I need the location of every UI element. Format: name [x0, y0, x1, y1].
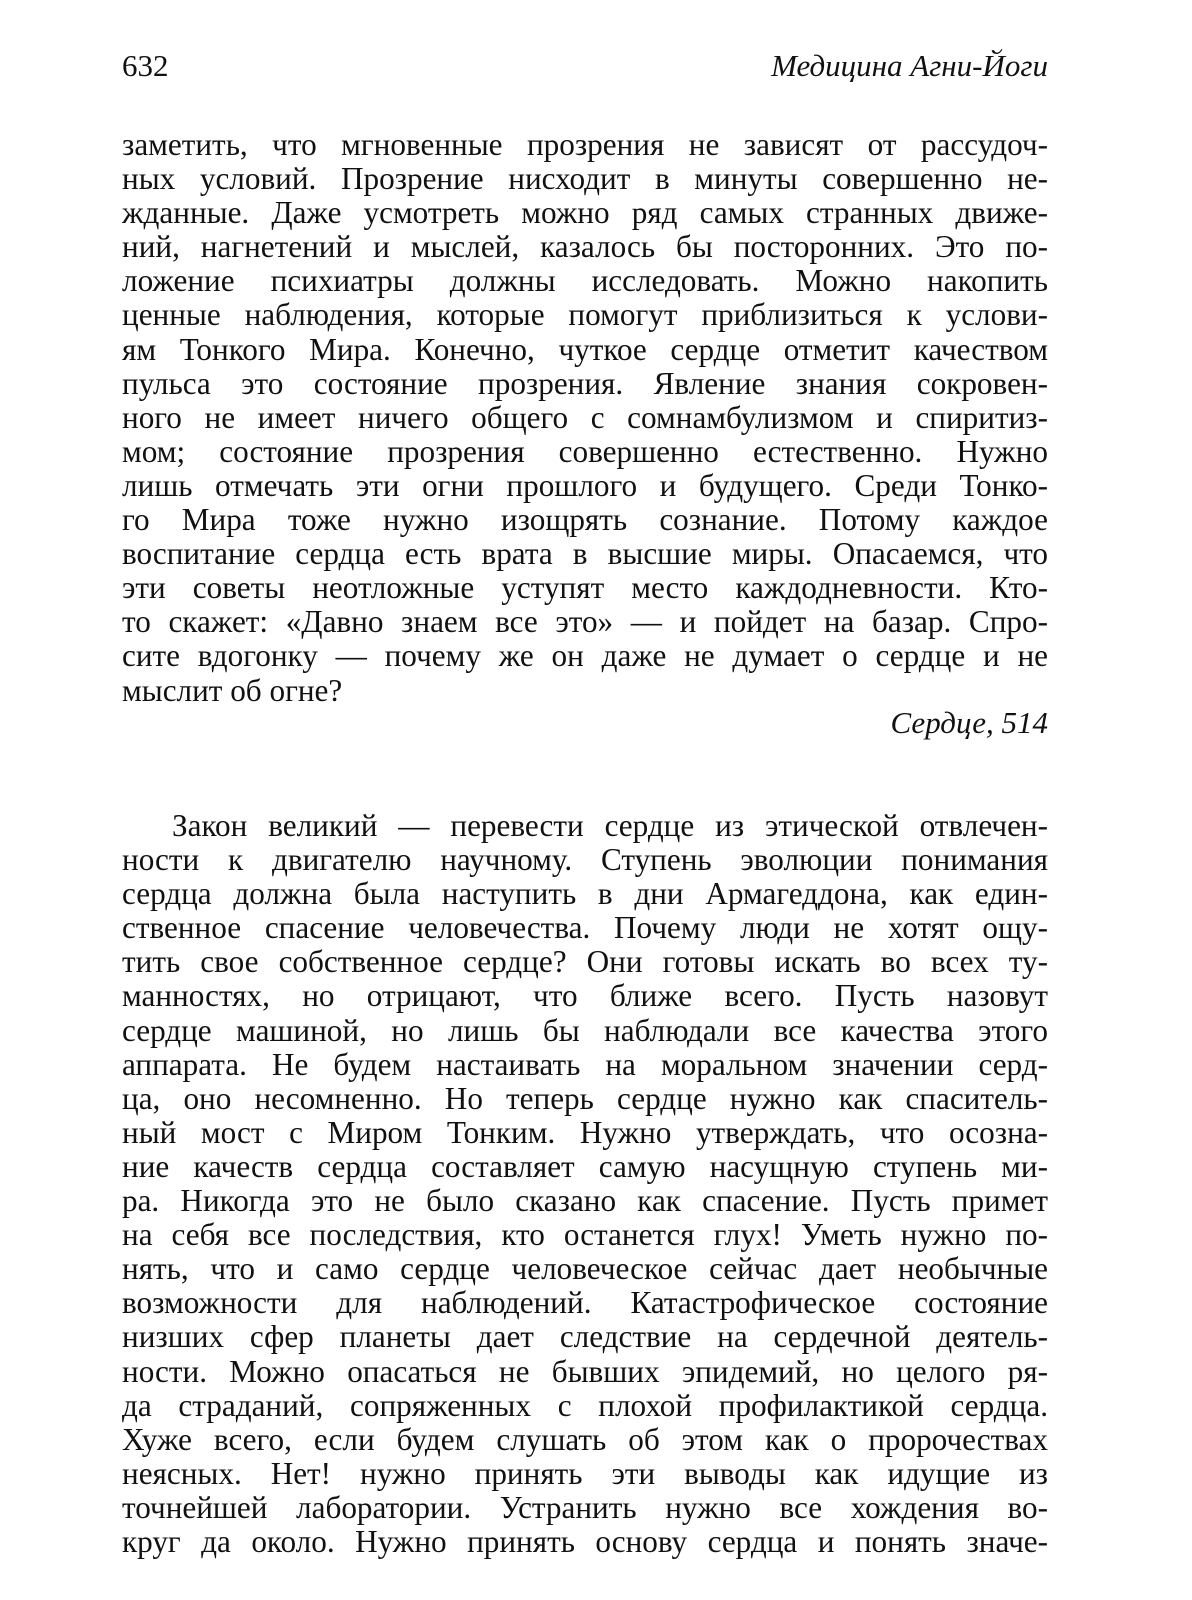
text-line: круг да около. Нужно принять основу сердца и понять значе- [122, 1523, 1048, 1559]
text-line: го Мира тоже нужно изощрять сознание. Потому каждое [122, 502, 1048, 538]
text-line: мыслит об огне? [122, 672, 343, 708]
text-line: ности к двигателю научному. Ступень эволюции понимания [122, 842, 1048, 878]
page-header [122, 36, 1048, 96]
text-line: воспитание сердца есть врата в высшие миры. Опасаемся, что [122, 536, 1048, 572]
text-line: нять, что и само сердце человеческое сейчас дает необычные [122, 1251, 1048, 1287]
text-line: ного не имеет ничего общего с сомнамбулизмом и спиритиз- [122, 399, 1048, 435]
text-line: возможности для наблюдений. Катастрофическое состояние [122, 1285, 1048, 1321]
text-line: низших сфер планеты дает следствие на сердечной деятель- [122, 1319, 1048, 1355]
text-line: сердце машиной, но лишь бы наблюдали все качества этого [122, 1012, 1048, 1048]
text-line: сердца должна была наступить в дни Армагеддона, как един- [122, 876, 1048, 912]
text-line: ных условий. Прозрение нисходит в минуты совершенно не- [122, 161, 1048, 197]
text-line: эти советы неотложные уступят место каждодневности. Кто- [122, 570, 1048, 606]
text-line: неясных. Нет! нужно принять эти выводы как идущие из [122, 1455, 1048, 1491]
text-line: Хуже всего, если будем слушать об этом как о пророчествах [122, 1421, 1048, 1457]
passage-1 [122, 128, 1048, 708]
text-line: ца, оно несомненно. Но теперь сердце нужно как спаситель- [122, 1080, 1048, 1116]
text-line: ный мост с Миром Тонким. Нужно утверждать, что осозна- [122, 1114, 1048, 1150]
text-line: ценные наблюдения, которые помогут приблизиться к услови- [122, 297, 1048, 333]
text-line: сите вдогонку — почему же он даже не думает о сердце и не [122, 638, 1048, 674]
text-line: ственное спасение человечества. Почему люди не хотят ощу- [122, 910, 1048, 946]
text-line: жданные. Даже усмотреть можно ряд самых странных движе- [122, 195, 1048, 231]
text-line: ложение психиатры должны исследовать. Можно накопить [122, 263, 1048, 299]
text-line: мом; состояние прозрения совершенно естественно. Нужно [122, 433, 1048, 469]
text-line: то скажет: «Давно знаем все это» — и пойдет на базар. Спро- [122, 604, 1048, 640]
page-number: 632 [122, 48, 169, 83]
text-line: ности. Можно опасаться не бывших эпидемий, но целого ря- [122, 1353, 1048, 1389]
running-title: Медицина Агни-Йоги [771, 48, 1048, 83]
text-line: ний, нагнетений и мыслей, казалось бы посторонних. Это по- [122, 229, 1048, 265]
text-line: тить свое собственное сердце? Они готовы искать во всех ту- [122, 944, 1048, 980]
text-line: точнейшей лаборатории. Устранить нужно все хождения во- [122, 1489, 1048, 1525]
text-line: аппарата. Не будем настаивать на моральном значении серд- [122, 1046, 1048, 1082]
text-line: заметить, что мгновенные прозрения не зависят от рассудоч- [122, 127, 1048, 162]
text-line: манностях, но отрицают, что ближе всего. Пусть назовут [122, 978, 1048, 1014]
text-line: лишь отмечать эти огни прошлого и будущего. Среди Тонко- [122, 467, 1048, 503]
text-line: ям Тонкого Мира. Конечно, чуткое сердце отметит качеством [122, 331, 1048, 367]
text-line: пульса это состояние прозрения. Явление знания сокровен- [122, 365, 1048, 401]
passage-2 [122, 809, 1048, 1559]
book-page [122, 36, 1048, 1559]
source-citation: Сердце, 514 [890, 705, 1048, 740]
text-line: на себя все последствия, кто останется глух! Уметь нужно по- [122, 1217, 1048, 1253]
text-line: да страданий, сопряженных с плохой профилактикой сердца. [122, 1387, 1048, 1423]
text-line: ние качеств сердца составляет самую насущную ступень ми- [122, 1148, 1048, 1184]
text-line: ра. Никогда это не было сказано как спасение. Пусть примет [122, 1183, 1048, 1219]
text-line: Закон великий — перевести сердце из этической отвлечен- [172, 808, 1048, 843]
